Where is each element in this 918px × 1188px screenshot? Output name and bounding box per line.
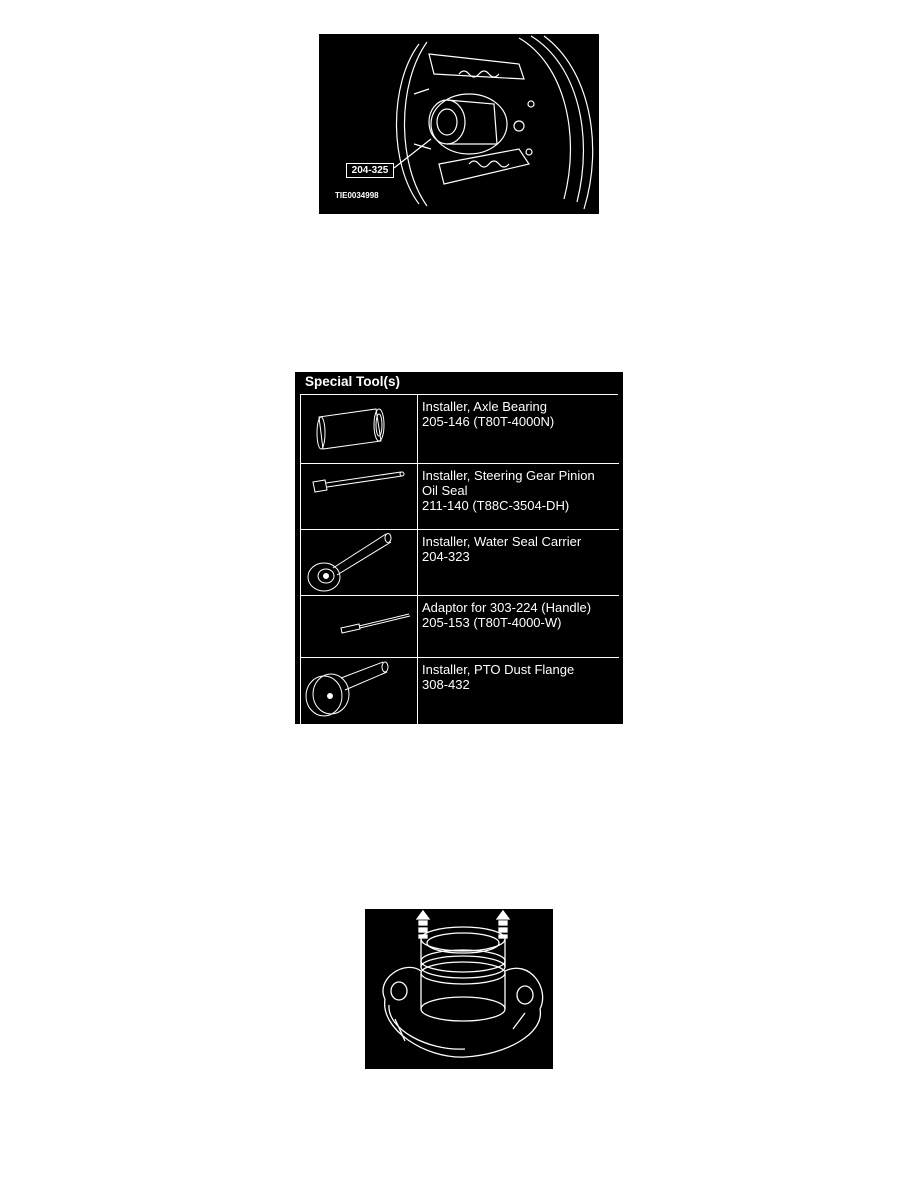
tool-description bbox=[422, 468, 615, 513]
brake-drum-illustration-icon bbox=[319, 34, 599, 214]
tool-image-cell bbox=[301, 596, 418, 657]
brake-assembly-figure bbox=[319, 34, 599, 214]
tool-number: 211-140 (T88C-3504-DH) bbox=[422, 498, 570, 513]
hub-seal-removal-icon bbox=[365, 909, 553, 1069]
tool-description bbox=[422, 662, 615, 692]
tool-description bbox=[422, 534, 615, 564]
tool-number: 205-146 (T80T-4000N) bbox=[422, 414, 555, 429]
table-row bbox=[301, 658, 619, 725]
tool-number: 205-153 (T80T-4000-W) bbox=[422, 615, 562, 630]
tool-name: Installer, PTO Dust Flange bbox=[422, 662, 575, 677]
tool-description bbox=[422, 399, 615, 429]
special-tools-header: Special Tool(s) bbox=[305, 374, 401, 389]
sleeve-tool-icon bbox=[301, 395, 418, 463]
tool-name: Installer, Water Seal Carrier bbox=[422, 534, 582, 549]
table-row bbox=[301, 464, 619, 530]
table-row bbox=[301, 395, 619, 464]
tool-image-cell bbox=[301, 530, 418, 595]
tool-name: Installer, Steering Gear Pinion bbox=[422, 468, 595, 483]
tool-description bbox=[422, 600, 615, 630]
tool-number: 308-432 bbox=[422, 677, 470, 692]
adaptor-rod-icon bbox=[301, 596, 418, 657]
tool-number: 204-323 bbox=[422, 549, 470, 564]
dust-flange-tool-icon bbox=[301, 658, 418, 725]
tool-image-cell bbox=[301, 464, 418, 529]
special-tools-grid bbox=[300, 394, 618, 724]
table-row bbox=[301, 530, 619, 596]
hub-seal-figure bbox=[365, 909, 553, 1069]
tool-image-cell bbox=[301, 395, 418, 463]
tool-name-continued: Oil Seal bbox=[422, 483, 468, 498]
tool-name: Installer, Axle Bearing bbox=[422, 399, 548, 414]
seal-carrier-tool-icon bbox=[301, 530, 418, 595]
tool-image-cell bbox=[301, 658, 418, 725]
figure-code: TIE0034998 bbox=[335, 191, 379, 200]
tool-callout-label: 204-325 bbox=[346, 163, 394, 178]
special-tools-table bbox=[295, 372, 623, 724]
pinion-seal-tool-icon bbox=[301, 464, 418, 529]
tool-name: Adaptor for 303-224 (Handle) bbox=[422, 600, 592, 615]
table-row bbox=[301, 596, 619, 658]
